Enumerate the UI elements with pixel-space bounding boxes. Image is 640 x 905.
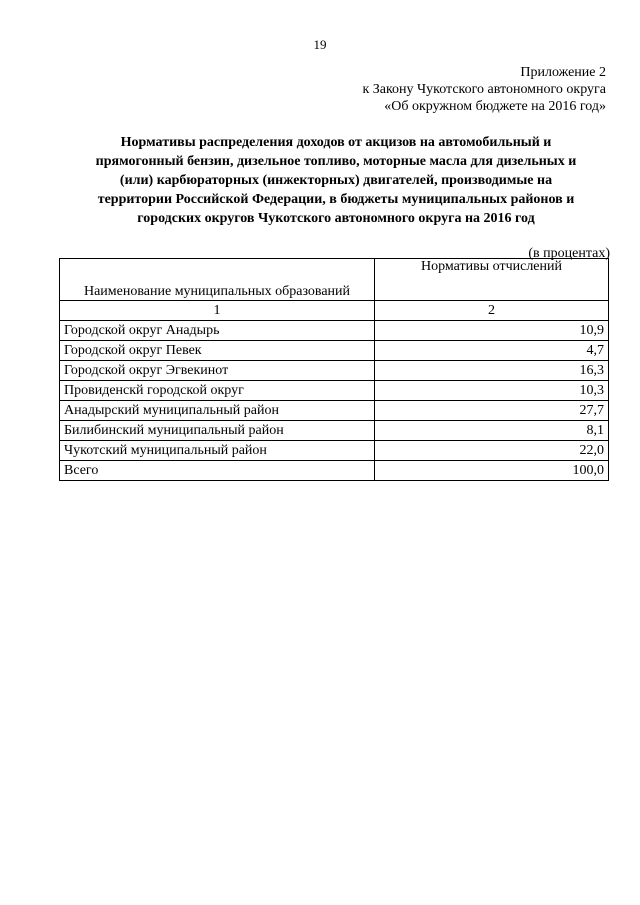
table-header-row: [60, 259, 609, 301]
table-row: [60, 341, 609, 361]
title-line-1: Нормативы распределения доходов от акцизов на автомобильный и: [120, 135, 552, 150]
total-value: 100,0: [375, 461, 609, 481]
row-value: 10,3: [375, 381, 609, 401]
table-row: [60, 401, 609, 421]
norms-table: [59, 258, 609, 481]
title-line-3: (или) карбюраторных (инжекторных) двигателей, производимые на: [119, 173, 553, 188]
row-value: 4,7: [375, 341, 609, 361]
appendix-reference: [362, 64, 606, 115]
row-value: 22,0: [375, 441, 609, 461]
table-row: [60, 421, 609, 441]
title-line-2: прямогонный бензин, дизельное топливо, моторные масла для дизельных и: [95, 154, 577, 169]
total-row: [60, 461, 609, 481]
page-number: 19: [313, 37, 327, 52]
title-line-5: городских округов Чукотского автономного округа на 2016 год: [137, 211, 535, 226]
appendix-line-3: «Об окружном бюджете на 2016 год»: [384, 99, 606, 114]
document-title: [60, 133, 612, 228]
row-name: Городской округ Эгвекинот: [60, 361, 375, 381]
appendix-line-1: Приложение 2: [520, 65, 606, 80]
table-row: [60, 361, 609, 381]
column-number-2: 2: [375, 301, 609, 321]
column-number-row: [60, 301, 609, 321]
title-line-4: территории Российской Федерации, в бюджеты муниципальных районов и: [97, 192, 575, 207]
row-value: 27,7: [375, 401, 609, 421]
column-number-1: 1: [60, 301, 375, 321]
header-value: Нормативы отчислений: [375, 259, 609, 301]
header-name: Наименование муниципальных образований: [60, 259, 375, 301]
table-row: [60, 381, 609, 401]
row-name: Городской округ Певек: [60, 341, 375, 361]
table-row: [60, 321, 609, 341]
total-label: Всего: [60, 461, 375, 481]
appendix-line-2: к Закону Чукотского автономного округа: [362, 82, 606, 97]
row-value: 8,1: [375, 421, 609, 441]
units-note: (в процентах): [528, 246, 610, 261]
row-name: Городской округ Анадырь: [60, 321, 375, 341]
row-value: 10,9: [375, 321, 609, 341]
row-name: Чукотский муниципальный район: [60, 441, 375, 461]
row-name: Провиденскй городской округ: [60, 381, 375, 401]
row-name: Билибинский муниципальный район: [60, 421, 375, 441]
row-name: Анадырский муниципальный район: [60, 401, 375, 421]
row-value: 16,3: [375, 361, 609, 381]
table-row: [60, 441, 609, 461]
